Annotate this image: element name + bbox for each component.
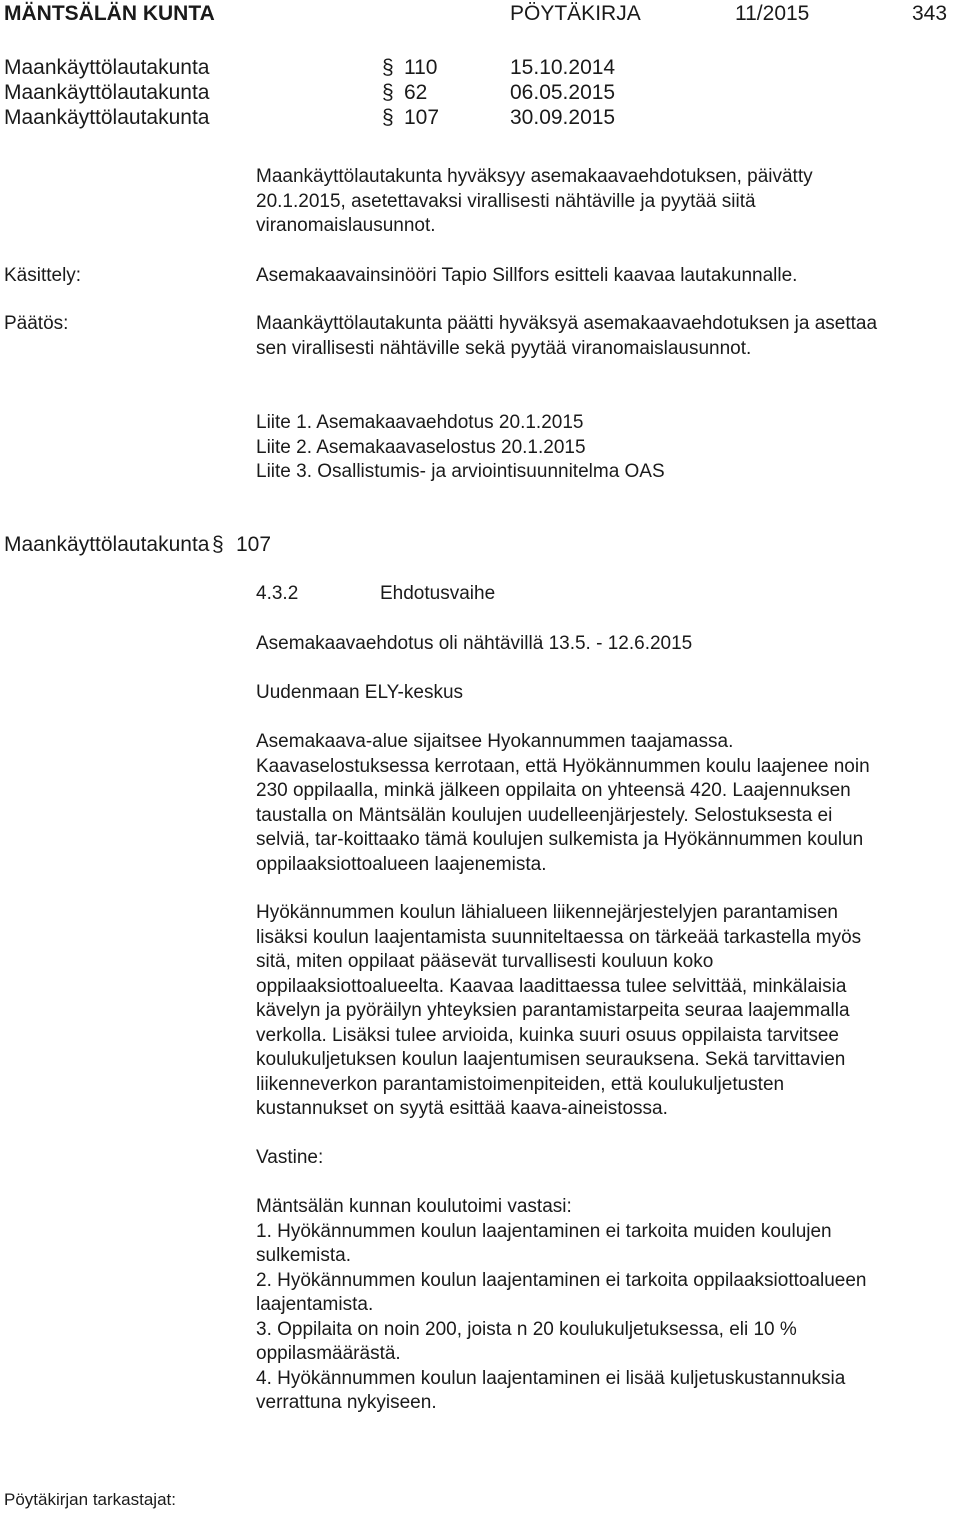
footer-label: Pöytäkirjan tarkastajat: — [4, 1490, 176, 1509]
attachment-item: Liite 3. Osallistumis- ja arviointisuunnitelma OAS — [256, 461, 665, 482]
vastine-label: Vastine: — [256, 1147, 324, 1168]
section-sign-icon: § — [382, 106, 394, 129]
section-sign-icon: § — [382, 81, 394, 104]
attachment-item: Liite 2. Asemakaavaselostus 20.1.2015 — [256, 436, 586, 458]
intro-paragraph — [256, 165, 956, 239]
history-body: Maankäyttölautakunta — [4, 56, 210, 79]
history-date: 06.05.2015 — [510, 81, 616, 104]
text-line: lisäksi koulun laajentamista suunniteltaessa on tärkeää tarkastella myös — [256, 926, 862, 948]
section-sign-icon: § — [382, 56, 394, 79]
text-line: sen virallisesti nähtäville sekä pyytää viranomaislausunnot. — [256, 337, 752, 359]
attachment-item: Liite 1. Asemakaavaehdotus 20.1.2015 — [256, 412, 584, 433]
response-line: sulkemista. — [256, 1245, 352, 1266]
response-line: 4. Hyökännummen koulun laajentaminen ei lisää kuljetuskustannuksia — [256, 1367, 846, 1389]
text-line: oppilaaksiottoalueelta. Kaavaa laadittaessa tulee selvittää, minkälaisia — [256, 975, 847, 997]
section-body: Maankäyttölautakunta — [4, 533, 210, 556]
text-line: liikenneverkon parantamistoimenpiteiden, että koulukuljetusten — [256, 1073, 785, 1095]
history-date: 15.10.2014 — [510, 56, 616, 79]
subsection-number: 4.3.2 — [256, 583, 299, 604]
paatos-text — [256, 312, 956, 361]
issue-number: 11/2015 — [735, 2, 810, 25]
statement-paragraph-2 — [256, 901, 956, 1122]
exhibition-text: Asemakaavaehdotus oli nähtävillä 13.5. - 12.6.2015 — [256, 633, 693, 654]
text-line: kävelyn ja pyöräilyn yhteyksien parantamistarpeita seuraa laajemmalla — [256, 1000, 850, 1021]
text-line: koulukuljetuksen koulun laajentumisen seurauksena. Sekä tarvittavien — [256, 1049, 846, 1070]
organization-name: Uudenmaan ELY-keskus — [256, 682, 464, 703]
text-line: selviä, tar-koittaako tämä koulujen sulkemista ja Hyökännummen koulun — [256, 829, 864, 850]
response-line: oppilasmäärästä. — [256, 1343, 401, 1364]
response-line: laajentamista. — [256, 1294, 374, 1315]
text-line: taustalla on Mäntsälän koulujen uudelleenjärjestely. Selostuksesta ei — [256, 804, 833, 826]
text-line: kustannukset on syytä esittää kaava-aineistossa. — [256, 1098, 668, 1119]
response-intro: Mäntsälän kunnan koulutoimi vastasi: — [256, 1196, 572, 1217]
response-line: 3. Oppilaita on noin 200, joista n 20 koulukuljetuksessa, eli 10 % — [256, 1318, 797, 1340]
text-line: Hyökännummen koulun lähialueen liikennejärjestelyjen parantamisen — [256, 902, 838, 923]
response-line: verrattuna nykyiseen. — [256, 1392, 437, 1413]
text-line: Maankäyttölautakunta hyväksyy asemakaavaehdotuksen, päivätty — [256, 166, 813, 187]
history-section: 62 — [404, 81, 428, 104]
document-type: PÖYTÄKIRJA — [510, 2, 641, 25]
subsection-title: Ehdotusvaihe — [380, 583, 496, 604]
page-number: 343 — [912, 2, 948, 25]
text-line: verkolla. Lisäksi tulee arvioida, kuinka suuri osuus oppilaista tarvitsee — [256, 1024, 839, 1046]
municipality-name: MÄNTSÄLÄN KUNTA — [4, 2, 215, 25]
history-body: Maankäyttölautakunta — [4, 81, 210, 104]
text-line: sitä, miten oppilaat pääsevät turvallisesti kouluun koko — [256, 951, 714, 972]
text-line: 230 oppilaalla, minkä jälkeen oppilaita on yhteensä 420. Laajennuksen — [256, 780, 851, 801]
text-line: oppilaaksiottoalueen laajenemista. — [256, 853, 547, 875]
response-line: 2. Hyökännummen koulun laajentaminen ei tarkoita oppilaaksiottoalueen — [256, 1269, 867, 1291]
text-line: Kaavaselostuksessa kerrotaan, että Hyökännummen koulu laajenee noin — [256, 755, 870, 777]
text-line: Asemakaava-alue sijaitsee Hyokannummen taajamassa. — [256, 731, 734, 752]
text-line: 20.1.2015, asetettavaksi virallisesti nähtäville ja pyytää siitä — [256, 190, 756, 212]
history-section: 107 — [404, 106, 440, 129]
text-line: Maankäyttölautakunta päätti hyväksyä asemakaavaehdotuksen ja asettaa — [256, 313, 878, 334]
history-date: 30.09.2015 — [510, 106, 616, 129]
history-body: Maankäyttölautakunta — [4, 106, 210, 129]
section-sign-icon: § — [212, 533, 224, 556]
attachment-list — [256, 411, 956, 485]
paatos-label: Päätös: — [4, 313, 69, 334]
kasittely-label: Käsittely: — [4, 265, 82, 286]
history-section: 110 — [404, 56, 438, 79]
response-list — [256, 1195, 956, 1416]
kasittely-text: Asemakaavainsinööri Tapio Sillfors esitteli kaavaa lautakunnalle. — [256, 265, 798, 286]
statement-paragraph-1 — [256, 730, 956, 877]
text-line: viranomaislausunnot. — [256, 215, 436, 236]
response-line: 1. Hyökännummen koulun laajentaminen ei tarkoita muiden koulujen — [256, 1220, 832, 1242]
section-number: 107 — [236, 533, 272, 556]
